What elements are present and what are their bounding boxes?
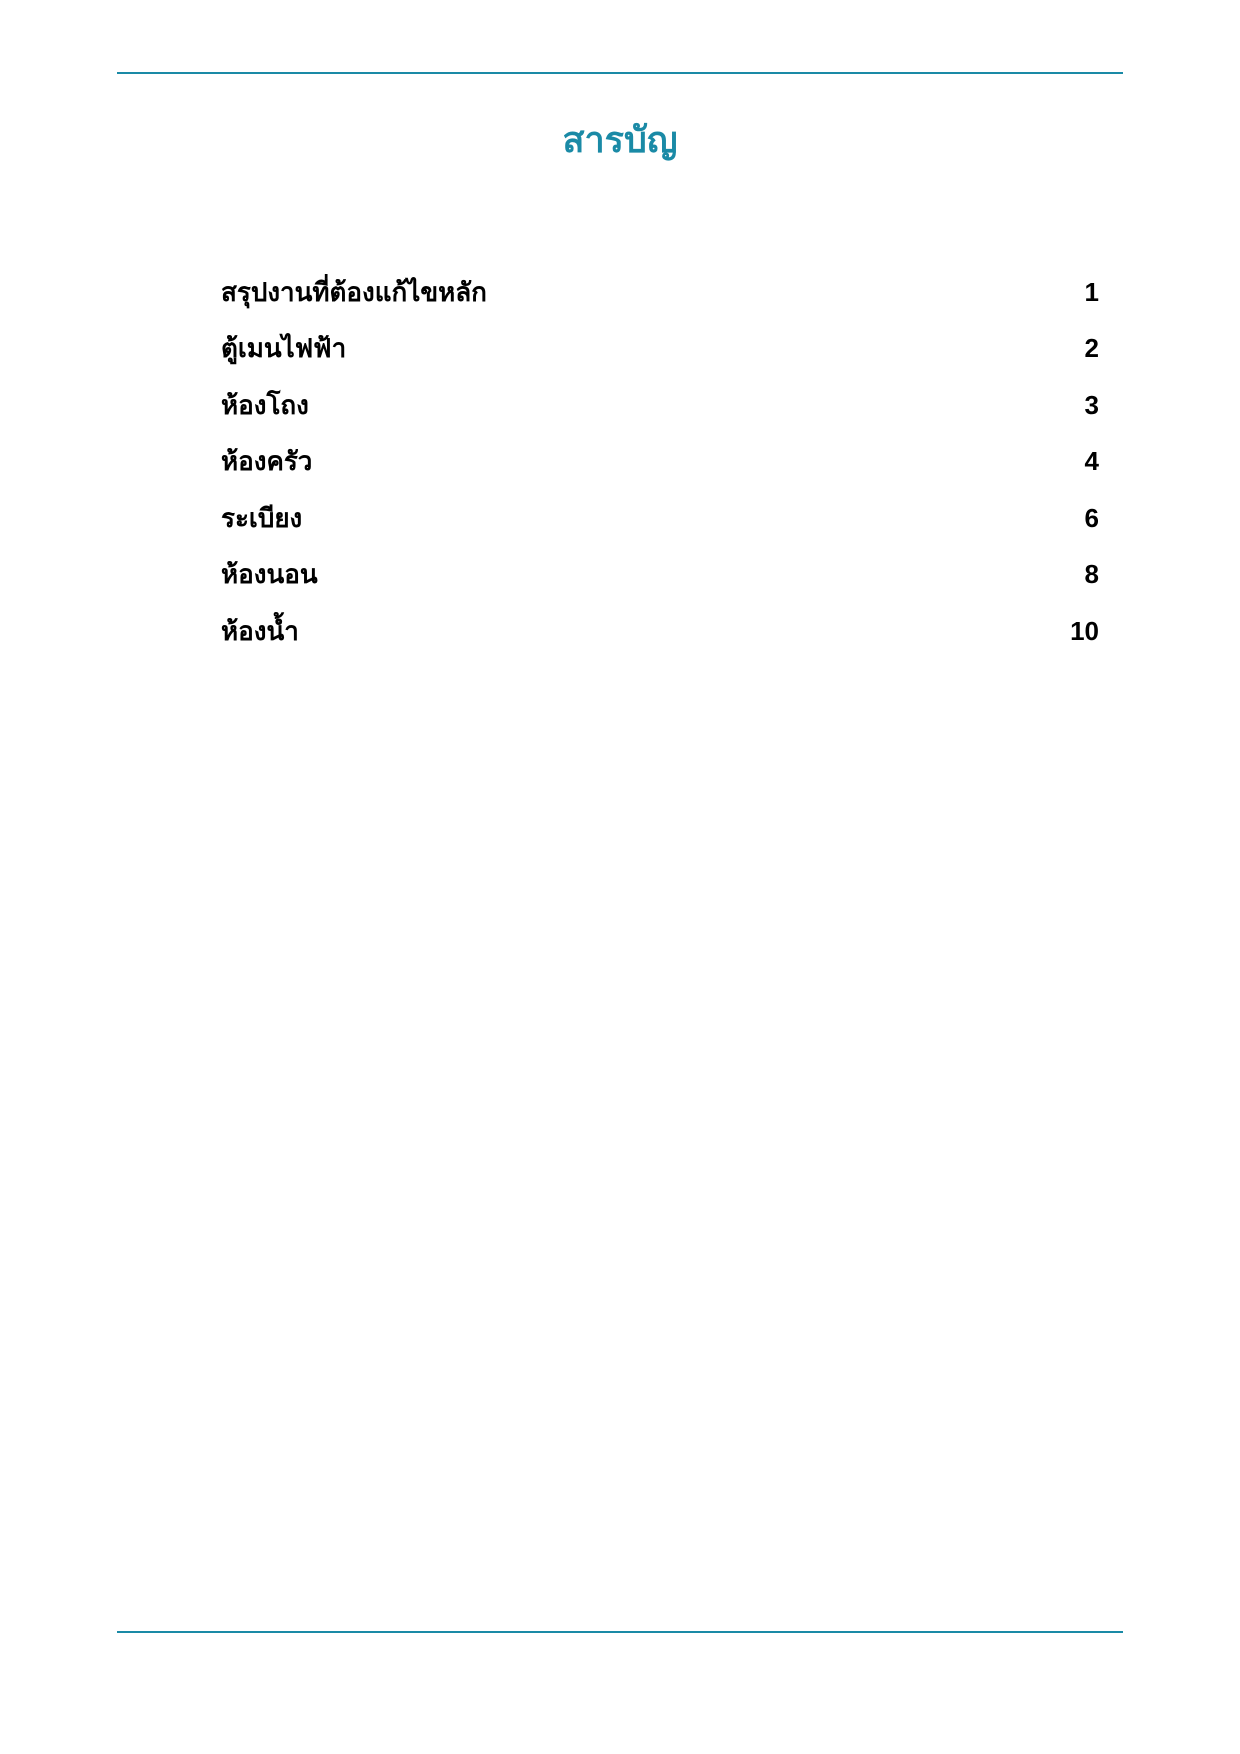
toc-entry-label: ห้องนอน	[221, 560, 318, 591]
toc-entry-page-number: 3	[1084, 389, 1099, 420]
toc-entry-label: ห้องโถง	[221, 390, 309, 421]
footer-divider	[117, 1631, 1123, 1633]
header-divider	[117, 72, 1123, 74]
toc-entry-label: ตู้เมนไฟฟ้า	[221, 334, 347, 365]
toc-entry-page-number: 6	[1084, 502, 1099, 533]
toc-entry[interactable]	[221, 603, 1099, 660]
toc-entry-label: ระเบียง	[221, 503, 303, 534]
toc-entry-page-number: 8	[1084, 559, 1099, 590]
page-title: สารบัญ	[562, 120, 678, 161]
toc-entry[interactable]	[221, 377, 1099, 434]
toc-entry-label: ห้องน้ำ	[221, 616, 299, 647]
toc-entry-page-number: 1	[1084, 276, 1099, 307]
toc-entry-page-number: 10	[1070, 615, 1099, 646]
toc-entry[interactable]	[221, 321, 1099, 378]
toc-entry[interactable]	[221, 264, 1099, 321]
toc-entry[interactable]	[221, 547, 1099, 604]
toc-entry-label: ห้องครัว	[221, 447, 313, 478]
toc-entry-page-number: 2	[1084, 333, 1099, 364]
toc-entry-label: สรุปงานที่ต้องแก้ไขหลัก	[221, 277, 487, 308]
toc-entry-page-number: 4	[1084, 446, 1099, 477]
toc-entry[interactable]	[221, 490, 1099, 547]
table-of-contents	[221, 264, 1099, 660]
toc-entry[interactable]	[221, 434, 1099, 491]
